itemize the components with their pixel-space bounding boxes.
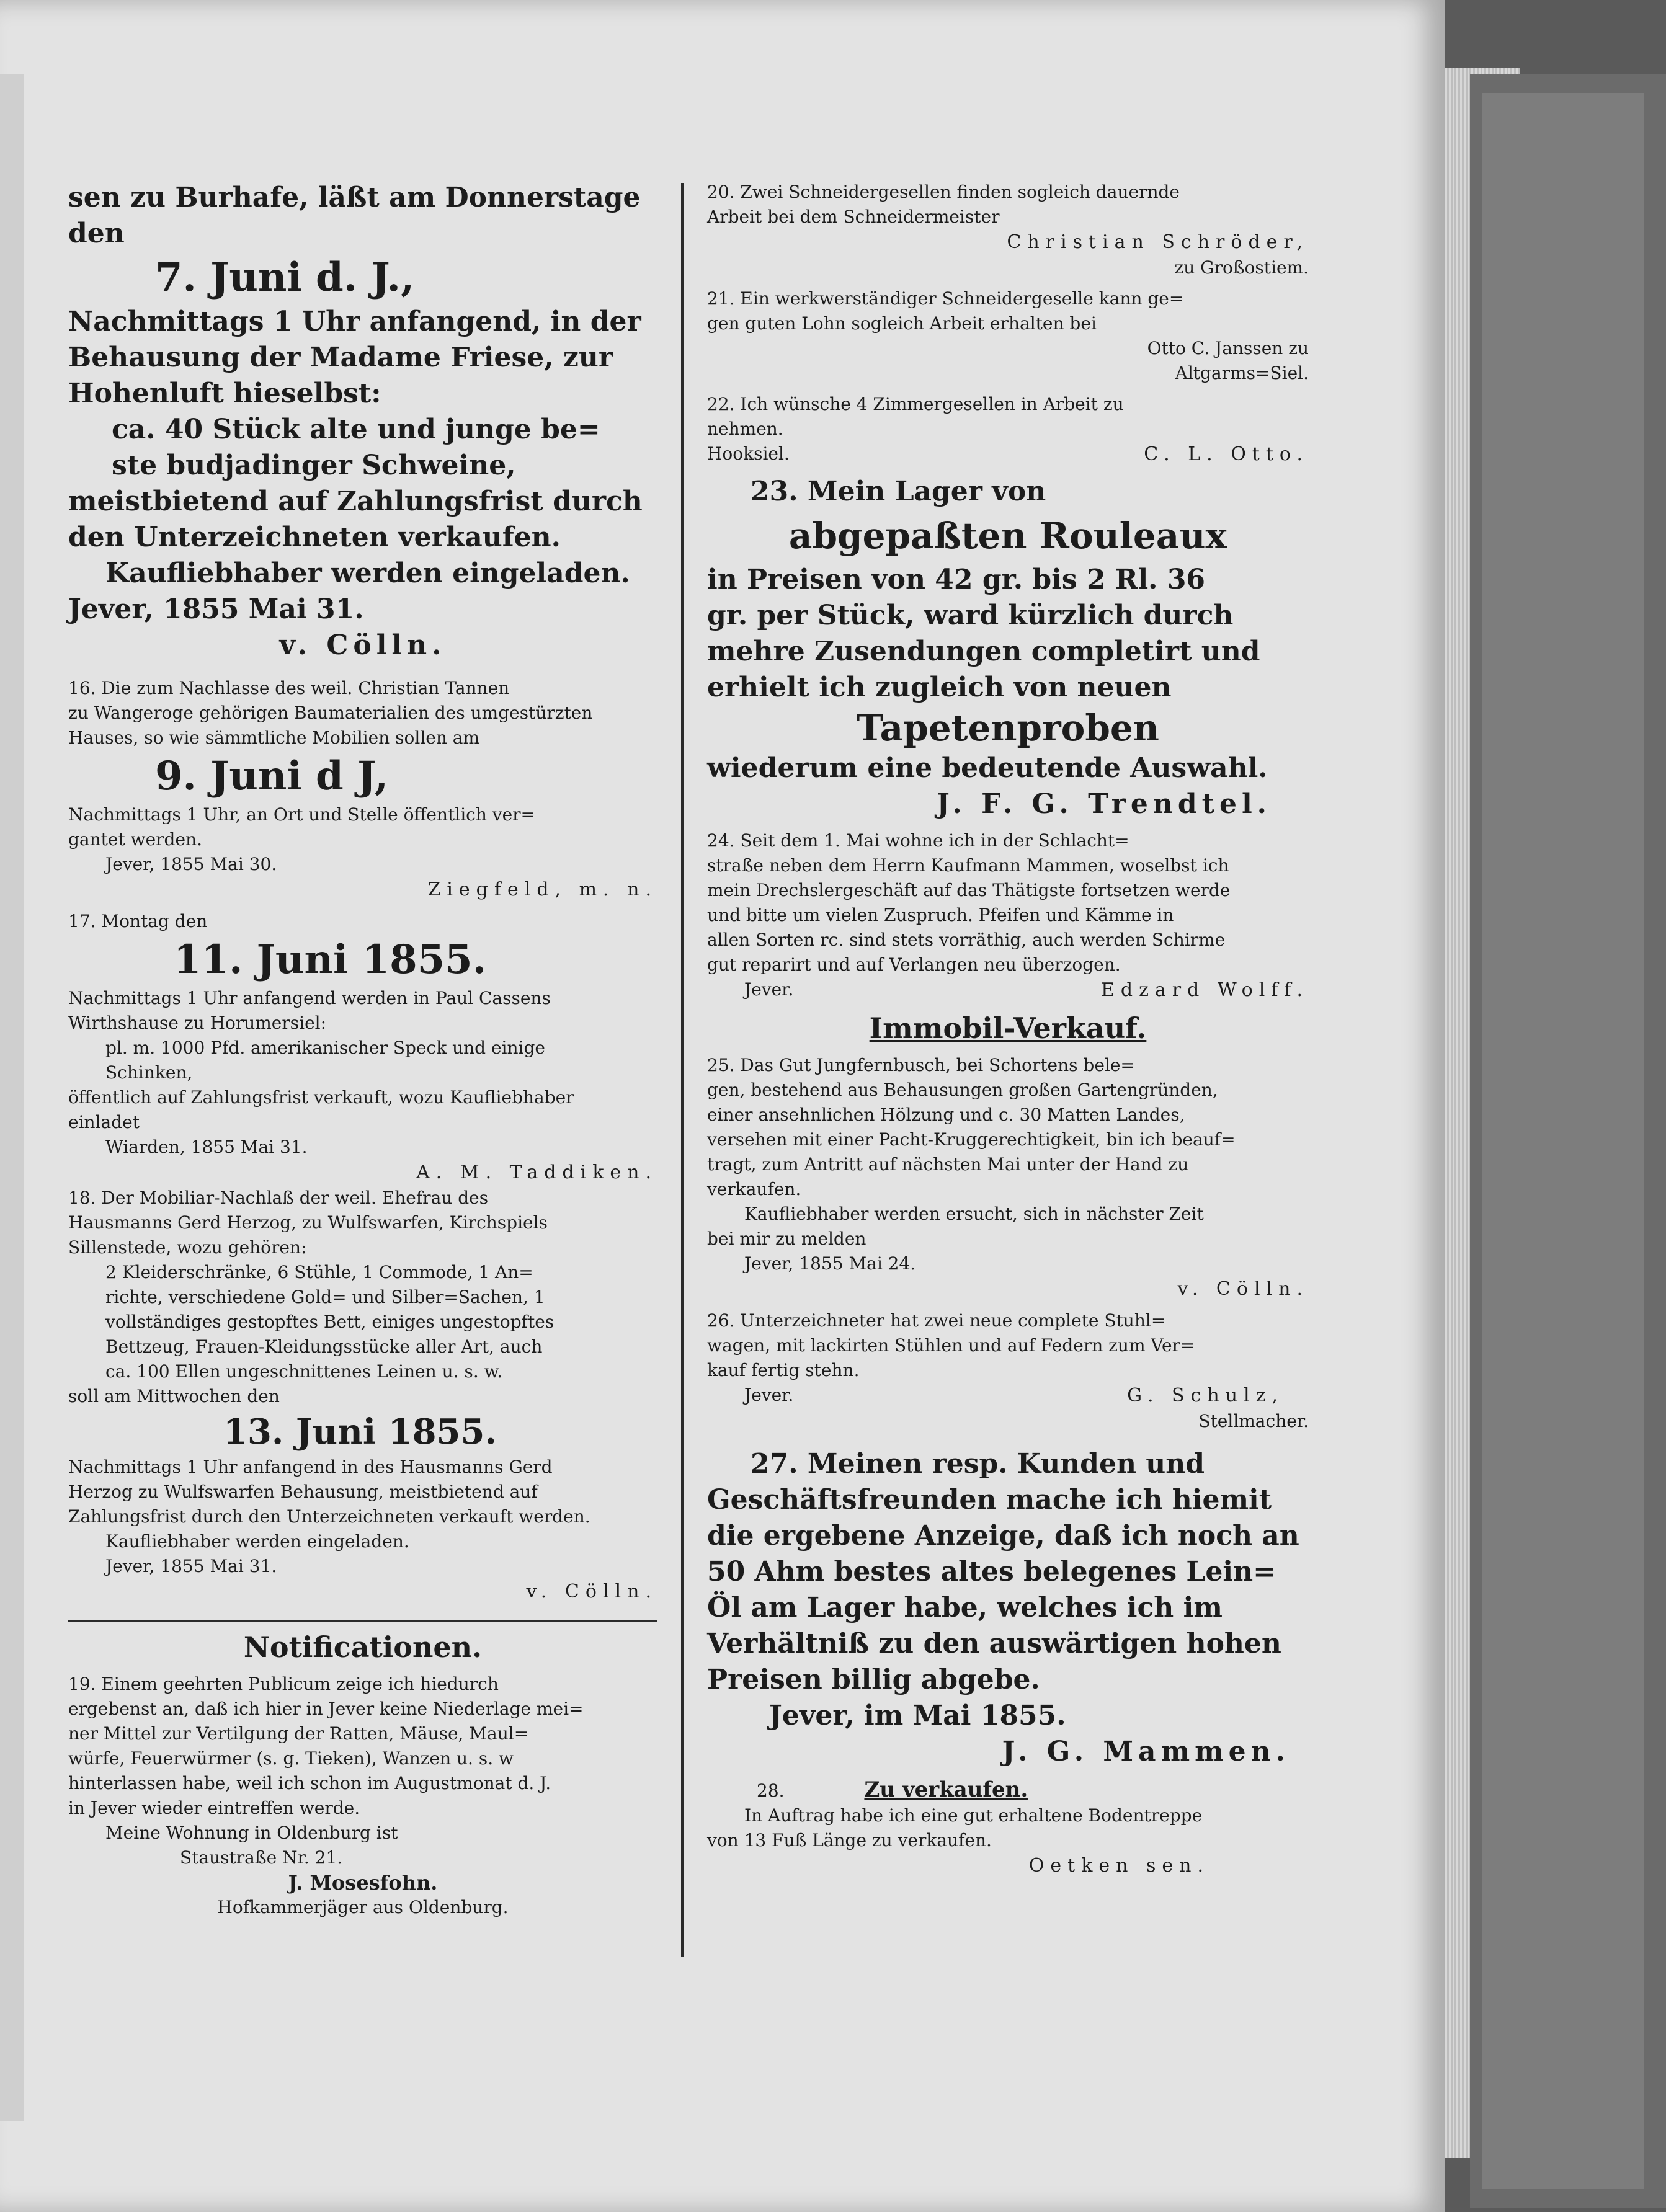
- text-line: von 13 Fuß Länge zu verkaufen.: [707, 1830, 992, 1850]
- place: Jever.: [744, 1385, 794, 1405]
- gutter-edge: [0, 74, 24, 2121]
- ad-26: [707, 1308, 1309, 1434]
- text-line: gen, bestehend aus Behausungen großen Gartengründen,: [707, 1080, 1218, 1100]
- text-line: sen zu Burhafe, läßt am Donnerstage: [68, 182, 641, 213]
- ad-22: [707, 392, 1309, 468]
- signature: C. L. Otto.: [1144, 443, 1309, 465]
- text-line: meistbietend auf Zahlungsfrist durch: [68, 486, 643, 517]
- signature: v. Cölln.: [279, 629, 447, 661]
- signature: v. Cölln.: [1177, 1278, 1309, 1300]
- text-line: ca. 40 Stück alte und junge be=: [112, 414, 600, 445]
- text-line: 18. Der Mobiliar-Nachlaß der weil. Ehefrau des: [68, 1188, 489, 1208]
- text-line: würfe, Feuerwürmer (s. g. Tieken), Wanzen u. s. w: [68, 1748, 514, 1769]
- signature-title: Stellmacher.: [1198, 1411, 1309, 1431]
- text-line: richte, verschiedene Gold= und Silber=Sachen, 1: [105, 1287, 545, 1307]
- text-line: erhielt ich zugleich von neuen: [707, 672, 1172, 703]
- auction-date: 7. Juni d. J.,: [155, 254, 415, 301]
- text-line: Kaufliebhaber werden ersucht, sich in nächster Zeit: [744, 1204, 1204, 1224]
- section-heading-notificationen: Notificationen.: [243, 1630, 483, 1664]
- text-line: Nachmittags 1 Uhr anfangend werden in Paul Cassens: [68, 988, 551, 1008]
- text-line: 23. Mein Lager von: [751, 476, 1046, 507]
- signature: Ziegfeld, m. n.: [427, 879, 657, 900]
- signature: J. F. G. Trendtel.: [937, 788, 1272, 820]
- text-line: zu Wangeroge gehörigen Baumaterialien des umgestürzten: [68, 703, 593, 723]
- text-line: Hohenluft hieselbst:: [68, 378, 381, 409]
- text-line: bei mir zu melden: [707, 1228, 866, 1249]
- text-line: gen guten Lohn sogleich Arbeit erhalten bei: [707, 313, 1097, 334]
- text-line: Meine Wohnung in Oldenburg ist: [105, 1823, 398, 1843]
- text-line: 17. Montag den: [68, 911, 208, 931]
- ad-25: [707, 1053, 1309, 1302]
- signature: Oetken sen.: [1028, 1855, 1209, 1877]
- place-date: Jever, 1855 Mai 24.: [744, 1253, 916, 1274]
- signature: Otto C. Janssen zu: [1147, 338, 1309, 358]
- ad-28-header: [707, 1776, 1309, 1803]
- text-line: nehmen.: [707, 419, 783, 439]
- text-line: öffentlich auf Zahlungsfrist verkauft, wozu Kaufliebhaber: [68, 1087, 574, 1108]
- text-line: 50 Ahm bestes altes belegenes Lein=: [707, 1556, 1276, 1588]
- ad-22-footer: [707, 442, 1309, 468]
- text-line: Hauses, so wie sämmtliche Mobilien sollen am: [68, 727, 479, 748]
- ad-23: [707, 474, 1309, 822]
- text-line: Wirthshause zu Horumersiel:: [68, 1013, 327, 1033]
- signature: A. M. Taddiken.: [416, 1162, 657, 1183]
- ad-24: [707, 828, 1309, 1003]
- signature: Christian Schröder,: [1007, 231, 1309, 253]
- ad-20: [707, 180, 1309, 280]
- auction-date: 9. Juni d J,: [155, 753, 389, 799]
- text-line: 22. Ich wünsche 4 Zimmergesellen in Arbeit zu: [707, 394, 1124, 414]
- place-date: Jever, im Mai 1855.: [769, 1700, 1066, 1731]
- signature: J. G. Mammen.: [1002, 1736, 1290, 1767]
- text-line: In Auftrag habe ich eine gut erhaltene Bodentreppe: [744, 1805, 1203, 1826]
- text-line: pl. m. 1000 Pfd. amerikanischer Speck und einige: [105, 1037, 545, 1058]
- ad-28: [707, 1776, 1309, 1879]
- place-date: Jever, 1855 Mai 31.: [68, 593, 364, 625]
- text-line: Herzog zu Wulfswarfen Behausung, meistbietend auf: [68, 1481, 538, 1502]
- left-column: [68, 180, 657, 1920]
- signature: Edzard Wolff.: [1100, 979, 1309, 1001]
- place-date: Jever, 1855 Mai 30.: [105, 854, 277, 874]
- text-line: Kaufliebhaber werden eingeladen.: [105, 1531, 409, 1552]
- ad-15-continued: [68, 180, 657, 664]
- auction-date: 11. Juni 1855.: [174, 936, 486, 983]
- text-line: mein Drechslergeschäft auf das Thätigste fortsetzen werde: [707, 880, 1231, 900]
- signature: J. Mosesfohn.: [288, 1871, 438, 1894]
- text-line: Kaufliebhaber werden eingeladen.: [105, 557, 630, 589]
- text-line: den: [68, 218, 125, 249]
- text-line: Preisen billig abgebe.: [707, 1664, 1040, 1695]
- text-line: tragt, zum Antritt auf nächsten Mai unter der Hand zu: [707, 1154, 1189, 1175]
- column-divider: [681, 183, 684, 1957]
- text-line: 24. Seit dem 1. Mai wohne ich in der Schlacht=: [707, 830, 1129, 851]
- text-line: soll am Mittwochen den: [68, 1386, 280, 1406]
- text-line: Nachmittags 1 Uhr, an Ort und Stelle öffentlich ver=: [68, 804, 536, 825]
- place: Jever.: [744, 979, 794, 1000]
- text-line: einer ansehnlichen Hölzung und c. 30 Matten Landes,: [707, 1104, 1185, 1125]
- ad-headline: Tapetenproben: [857, 707, 1159, 749]
- right-column: [707, 180, 1309, 1879]
- text-line: Bettzeug, Frauen-Kleidungsstücke aller Art, auch: [105, 1336, 543, 1357]
- signature: G. Schulz,: [1127, 1385, 1284, 1406]
- text-line: versehen mit einer Pacht-Kruggerechtigkeit, bin ich beauf=: [707, 1129, 1236, 1150]
- text-line: straße neben dem Herrn Kaufmann Mammen, woselbst ich: [707, 855, 1229, 876]
- place-date: Wiarden, 1855 Mai 31.: [105, 1137, 308, 1157]
- text-line: ste budjadinger Schweine,: [112, 450, 516, 481]
- text-line: in Jever wieder eintreffen werde.: [68, 1798, 360, 1818]
- text-line: gantet werden.: [68, 829, 202, 850]
- text-line: 16. Die zum Nachlasse des weil. Christian Tannen: [68, 678, 510, 698]
- text-line: 19. Einem geehrten Publicum zeige ich hiedurch: [68, 1674, 499, 1694]
- text-line: und bitte um vielen Zuspruch. Pfeifen und Kämme in: [707, 905, 1174, 925]
- text-line: die ergebene Anzeige, daß ich noch an: [707, 1520, 1299, 1552]
- text-line: allen Sorten rc. sind stets vorräthig, auch werden Schirme: [707, 930, 1226, 950]
- text-line: Sillenstede, wozu gehören:: [68, 1237, 307, 1258]
- text-line: Öl am Lager habe, welches ich im: [707, 1592, 1223, 1623]
- section-rule: [68, 1620, 657, 1622]
- text-line: 21. Ein werkwerständiger Schneidergeselle kann ge=: [707, 288, 1184, 309]
- ad-18: [68, 1186, 657, 1605]
- ad-number: 28.: [757, 1780, 785, 1801]
- text-line: vollständiges gestopftes Bett, einiges ungestopftes: [105, 1312, 555, 1332]
- text-line: kauf fertig stehn.: [707, 1360, 860, 1380]
- auction-date: 13. Juni 1855.: [223, 1411, 497, 1452]
- text-line: einladet: [68, 1112, 140, 1132]
- ad-16: [68, 676, 657, 903]
- text-line: Verhältniß zu den auswärtigen hohen: [707, 1628, 1281, 1659]
- text-line: Geschäftsfreunden mache ich hiemit: [707, 1484, 1272, 1516]
- signature-place: zu Großostiem.: [1174, 257, 1309, 278]
- text-line: Nachmittags 1 Uhr anfangend in des Hausmanns Gerd: [68, 1457, 553, 1477]
- text-line: in Preisen von 42 gr. bis 2 Rl. 36: [707, 564, 1206, 595]
- ad-17: [68, 909, 657, 1186]
- text-line: Arbeit bei dem Schneidermeister: [707, 207, 1000, 227]
- text-line: Zahlungsfrist durch den Unterzeichneten verkauft werden.: [68, 1506, 590, 1527]
- ad-19: [68, 1672, 657, 1920]
- ad-headline: abgepaßten Rouleaux: [788, 515, 1227, 557]
- text-line: Staustraße Nr. 21.: [180, 1847, 343, 1868]
- text-line: Behausung der Madame Friese, zur: [68, 342, 613, 373]
- text-line: mehre Zusendungen completirt und: [707, 636, 1260, 667]
- text-line: 20. Zwei Schneidergesellen finden sogleich dauernde: [707, 182, 1180, 202]
- text-line: Hausmanns Gerd Herzog, zu Wulfswarfen, Kirchspiels: [68, 1212, 548, 1233]
- text-line: Nachmittags 1 Uhr anfangend, in der: [68, 306, 641, 337]
- ad-24-footer: [707, 977, 1309, 1003]
- text-line: wiederum eine bedeutende Auswahl.: [707, 752, 1268, 784]
- signature-title: Hofkammerjäger aus Oldenburg.: [217, 1897, 509, 1917]
- ad-27: [707, 1446, 1309, 1770]
- text-line: Schinken,: [105, 1062, 193, 1083]
- text-line: ergebenst an, daß ich hier in Jever keine Niederlage mei=: [68, 1699, 584, 1719]
- text-line: ca. 100 Ellen ungeschnittenes Leinen u. s. w.: [105, 1361, 503, 1382]
- signature-place: Altgarms=Siel.: [1175, 363, 1309, 383]
- signature: v. Cölln.: [526, 1581, 657, 1602]
- text-line: wagen, mit lackirten Stühlen und auf Federn zum Ver=: [707, 1335, 1195, 1356]
- text-line: 26. Unterzeichneter hat zwei neue complete Stuhl=: [707, 1310, 1166, 1331]
- text-line: verkaufen.: [707, 1179, 801, 1199]
- ad-headline: Zu verkaufen.: [864, 1777, 1028, 1802]
- text-line: hinterlassen habe, weil ich schon im Augustmonat d. J.: [68, 1773, 551, 1793]
- text-line: gr. per Stück, ward kürzlich durch: [707, 600, 1234, 631]
- text-line: 2 Kleiderschränke, 6 Stühle, 1 Commode, 1 An=: [105, 1262, 533, 1282]
- place-date: Jever, 1855 Mai 31.: [105, 1556, 277, 1576]
- section-heading-immobil-verkauf: Immobil-Verkauf.: [869, 1011, 1147, 1045]
- text-line: ner Mittel zur Vertilgung der Ratten, Mäuse, Maul=: [68, 1723, 529, 1744]
- ad-26-footer: [707, 1383, 1309, 1409]
- ad-21: [707, 286, 1309, 386]
- text-line: den Unterzeichneten verkaufen.: [68, 522, 561, 553]
- place: Hooksiel.: [707, 443, 790, 464]
- text-line: 25. Das Gut Jungfernbusch, bei Schortens bele=: [707, 1055, 1135, 1075]
- text-line: 27. Meinen resp. Kunden und: [751, 1448, 1205, 1480]
- text-line: gut reparirt und auf Verlangen neu überzogen.: [707, 954, 1121, 975]
- book-cover-inner: [1482, 93, 1644, 2189]
